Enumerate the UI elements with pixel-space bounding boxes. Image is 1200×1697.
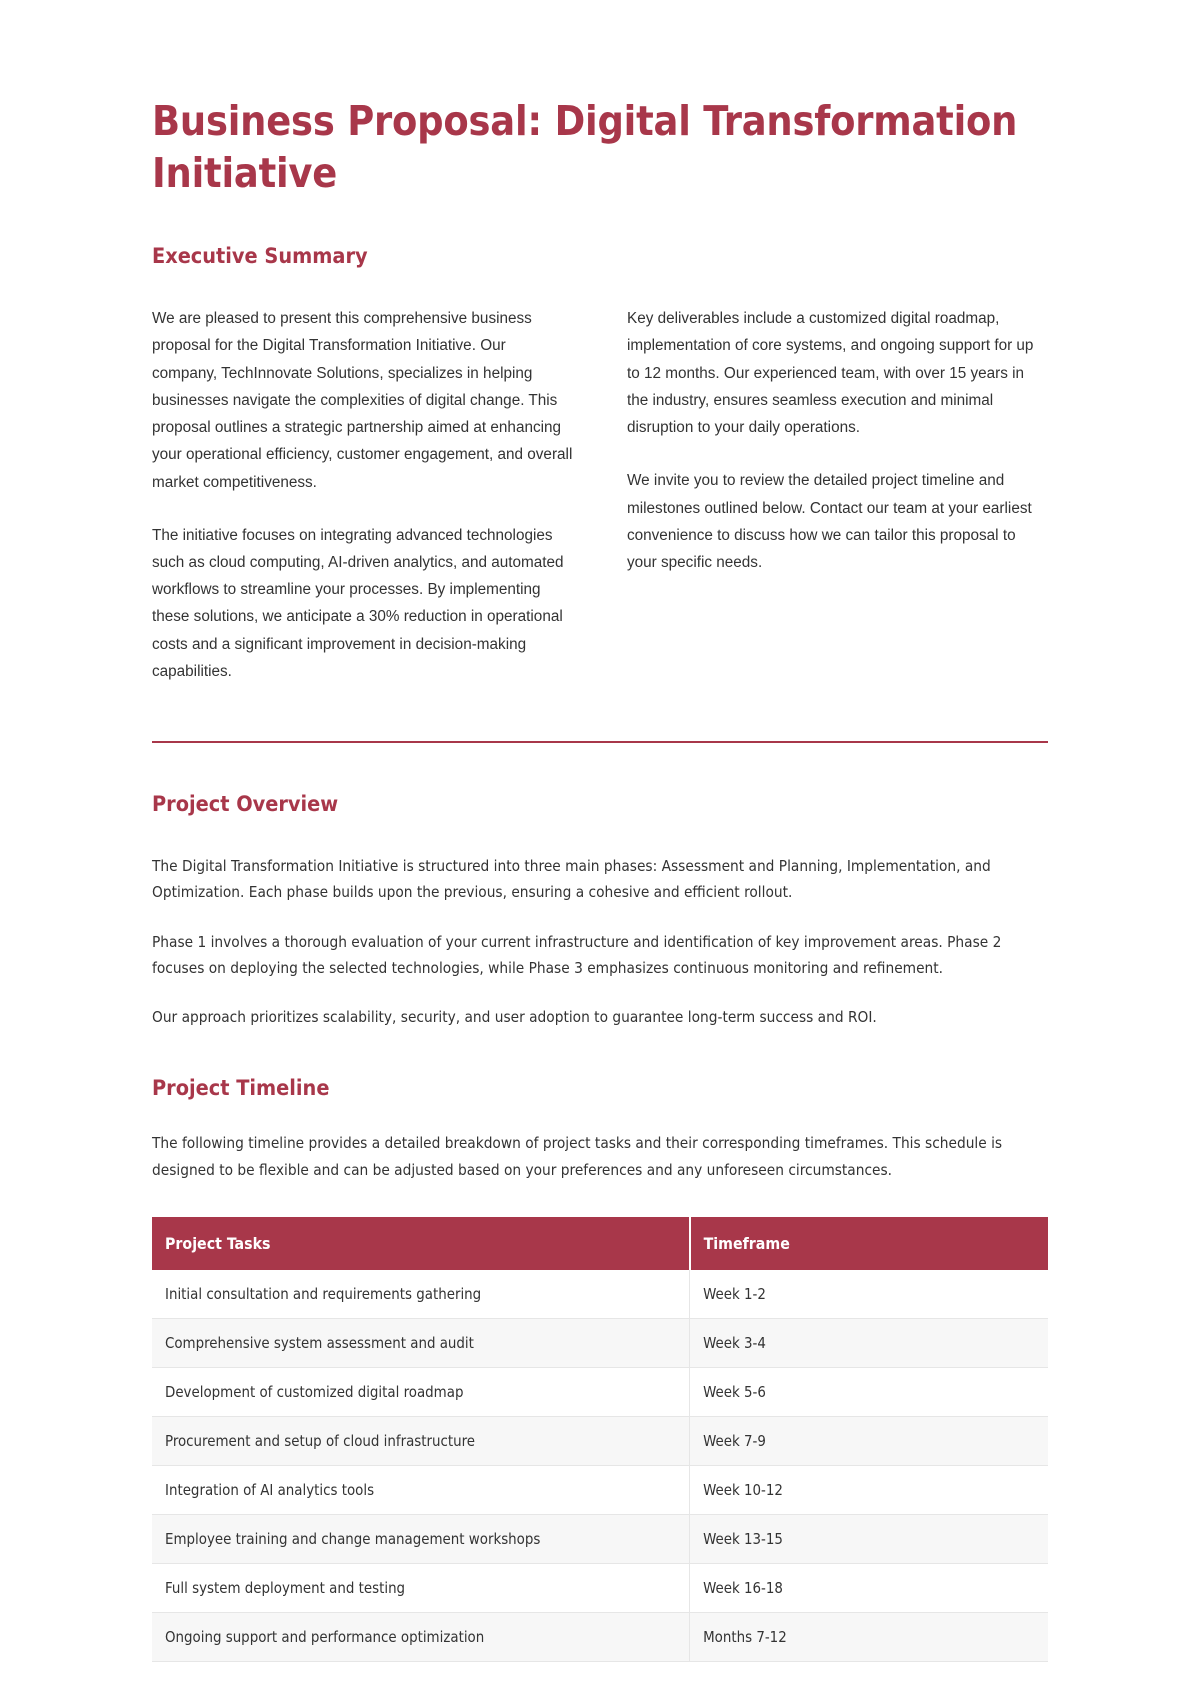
section-heading-project-timeline: Project Timeline — [152, 1075, 330, 1101]
column-header-timeframe: Timeframe — [690, 1217, 1048, 1270]
cell-timeframe: Week 1-2 — [690, 1270, 1048, 1319]
table-row — [152, 1564, 1048, 1613]
paragraph: The initiative focuses on integrating advanced technologies such as cloud computing, AI-driven analytics, and automated workflows to streamline your processes. By implementing these solutions, we anticipate a 30% reduction in operational costs and a significant improvement in decision-making capabilities. — [152, 526, 564, 680]
table-row — [152, 1417, 1048, 1466]
document-content — [152, 0, 1048, 1662]
cell-timeframe: Week 5-6 — [690, 1368, 1048, 1417]
project-timeline-intro — [152, 1130, 1048, 1183]
table-row — [152, 1270, 1048, 1319]
paragraph: The following timeline provides a detailed breakdown of project tasks and their corresponding timeframes. This schedule is designed to be flexible and can be adjusted based on your preferences and any unforeseen circumstances. — [152, 1134, 1003, 1179]
cell-project-task: Full system deployment and testing — [152, 1564, 690, 1613]
paragraph: Key deliverables include a customized digital roadmap, implementation of core systems, and ongoing support for up to 12 months. Our experienced team, with over 15 years in the industry, ensures seamless execution and minimal disruption to your daily operations. — [627, 310, 1034, 437]
cell-timeframe: Week 10-12 — [690, 1466, 1048, 1515]
table-header — [152, 1217, 1048, 1270]
section-divider — [152, 741, 1048, 743]
cell-project-task: Comprehensive system assessment and audit — [152, 1319, 690, 1368]
paragraph: The Digital Transformation Initiative is structured into three main phases: Assessment and Planning, Implementation, and Optimization. Each phase builds upon the previous, ensuring a cohesive and efficient rollout. — [152, 857, 991, 902]
table-row — [152, 1466, 1048, 1515]
cell-project-task: Ongoing support and performance optimization — [152, 1613, 690, 1662]
executive-summary-right-column — [627, 305, 1048, 685]
section-executive-summary — [152, 243, 1048, 685]
project-timeline-table — [152, 1217, 1048, 1662]
paragraph: We are pleased to present this comprehensive business proposal for the Digital Transformation Initiative. Our company, TechInnovate Solutions, specializes in helping businesses navigate the complexities of digital change. This proposal outlines a strategic partnership aimed at enhancing your operational efficiency, customer engagement, and overall market competitiveness. — [152, 310, 573, 491]
table-row — [152, 1515, 1048, 1564]
table-header-row — [152, 1217, 1048, 1270]
cell-project-task: Development of customized digital roadmap — [152, 1368, 690, 1417]
column-header-project-tasks: Project Tasks — [152, 1217, 690, 1270]
executive-summary-left-column — [152, 305, 573, 685]
paragraph: We invite you to review the detailed project timeline and milestones outlined below. Contact our team at your earliest convenience to discuss how we can tailor this proposal to your specific needs. — [627, 472, 1032, 571]
cell-project-task: Initial consultation and requirements gathering — [152, 1270, 690, 1319]
executive-summary-columns — [152, 305, 1048, 685]
project-overview-body — [152, 853, 1048, 1030]
table-row — [152, 1613, 1048, 1662]
paragraph: Our approach prioritizes scalability, security, and user adoption to guarantee long-term success and ROI. — [152, 1008, 877, 1027]
cell-project-task: Integration of AI analytics tools — [152, 1466, 690, 1515]
cell-timeframe: Week 13-15 — [690, 1515, 1048, 1564]
section-project-timeline — [152, 1075, 1048, 1663]
cell-project-task: Employee training and change management workshops — [152, 1515, 690, 1564]
section-heading-executive-summary: Executive Summary — [152, 244, 368, 270]
cell-timeframe: Week 16-18 — [690, 1564, 1048, 1613]
cell-timeframe: Months 7-12 — [690, 1613, 1048, 1662]
paragraph: Phase 1 involves a thorough evaluation of your current infrastructure and identification of key improvement areas. Phase 2 focuses on deploying the selected technologies, while Phase 3 emphasizes continuous monitoring and refinement. — [152, 932, 1002, 977]
cell-timeframe: Week 3-4 — [690, 1319, 1048, 1368]
table-row — [152, 1319, 1048, 1368]
table-body — [152, 1270, 1048, 1662]
cell-timeframe: Week 7-9 — [690, 1417, 1048, 1466]
table-row — [152, 1368, 1048, 1417]
section-project-overview — [152, 791, 1048, 1030]
cell-project-task: Procurement and setup of cloud infrastructure — [152, 1417, 690, 1466]
section-heading-project-overview: Project Overview — [152, 792, 339, 818]
page-title: Business Proposal: Digital Transformation Initiative — [152, 97, 1018, 197]
